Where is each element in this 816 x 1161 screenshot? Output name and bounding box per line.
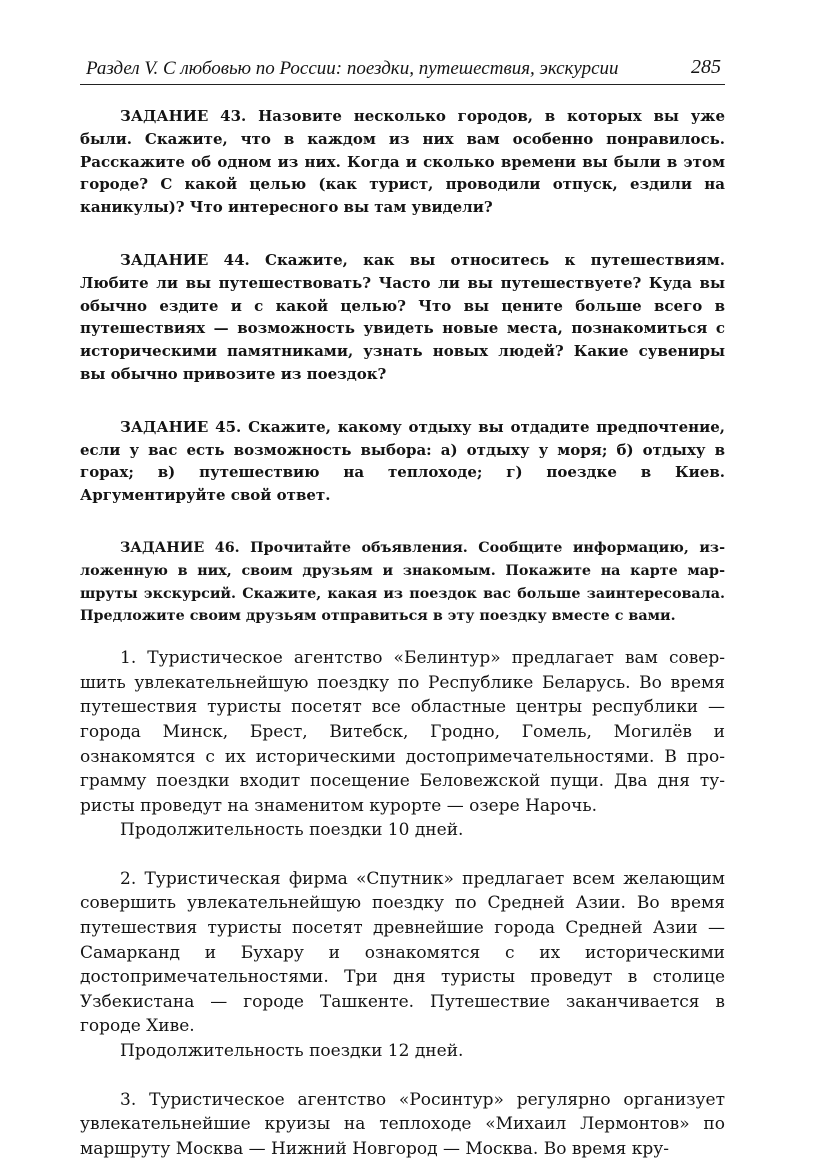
page-number: 285: [691, 56, 721, 78]
book-page: [80, 40, 725, 1161]
task-43: [80, 105, 725, 219]
task-44-label: ЗАДАНИЕ 44.: [120, 250, 250, 269]
task-45: [80, 416, 725, 507]
task-45-text: Скажите, какому отдыху вы отдадите предпочтение, если у вас есть возможность выбора: а) отдыху у моря; б) отдыху в горах; в) путешествию на теплоходе; г) поездке в Киев. Аргументируйте свой ответ.: [80, 417, 725, 505]
task-44: [80, 249, 725, 386]
section-title: Раздел V. С любовью по России: поездки, путешествия, экскурсии: [86, 58, 619, 79]
announcement-sputnik-duration: Продолжительность поездки 12 дней.: [120, 1041, 464, 1062]
announcement-rosintur: 3. Туристическое агентство «Росинтур» регулярно организует увлекательнейшие круизы на теплоходе «Михаил Лермонтов» по маршруту Москва — Нижний Новгород — Москва. Во время кру-: [80, 1089, 725, 1159]
task-46-label: ЗАДАНИЕ 46.: [120, 539, 240, 556]
running-header: [80, 40, 725, 85]
task-43-label: ЗАДАНИЕ 43.: [120, 107, 247, 125]
announcement-sputnik: 2. Туристическая фирма «Спутник» предлагает всем желающим совершить увлекательнейшую поездку по Средней Азии. Во время путешествия туристы посетят древнейшие города Средней Азии — Самарканд и Бухару и ознакомятся с их историческими достопримечательностями. Три дня туристы проведут в столице Узбекистана — городе Ташкенте. Путешествие заканчивается в городе Хиве.: [80, 868, 725, 1037]
task-44-text: Скажите, как вы относитесь к путешествиям. Любите ли вы путешествовать? Часто ли вы путешествуете? Куда вы обычно ездите и с какой целью? Что вы цените больше всего в путешествиях — возможность увидеть новые места, познакомиться с историческими памятниками, узнать новых людей? Какие сувениры вы обычно привозите из поездок?: [80, 250, 725, 383]
task-45-label: ЗАДАНИЕ 45.: [120, 417, 242, 436]
task-46: [80, 537, 725, 628]
task-43-text: Назовите несколько городов, в которых вы уже были. Скажите, что в каждом из них вам особенно понравилось. Расскажите об одном из них. Когда и сколько времени вы были в этом городе? С какой целью (как турист, проводили отпуск, ездили на каникулы)? Что интересного вы там увидели?: [80, 107, 725, 217]
announcement-belintur: 1. Туристическое агентство «Белинтур» предлагает вам совершить увлекательнейшую поездку по Республике Беларусь. Во время путешествия туристы посетят все областные центры республики — города Минск, Брест, Витебск, Гродно, Гомель, Могилёв и ознакомятся с их историческими достопримечательностями. В программу поездки входит посещение Беловежской пущи. Два дня туристы проведут на знаменитом курорте — озере Нарочь.: [80, 648, 725, 816]
announcement-belintur-duration: Продолжительность поездки 10 дней.: [120, 820, 464, 841]
task-46-text: Прочитайте объявления. Сообщите информацию, изложенную в них, своим друзьям и знакомым. Покажите на карте маршруты экскурсий. Скажите, какая из поездок вас больше заинтересовала. Предложите своим друзьям отправиться в эту поездку вместе с вами.: [80, 539, 725, 625]
